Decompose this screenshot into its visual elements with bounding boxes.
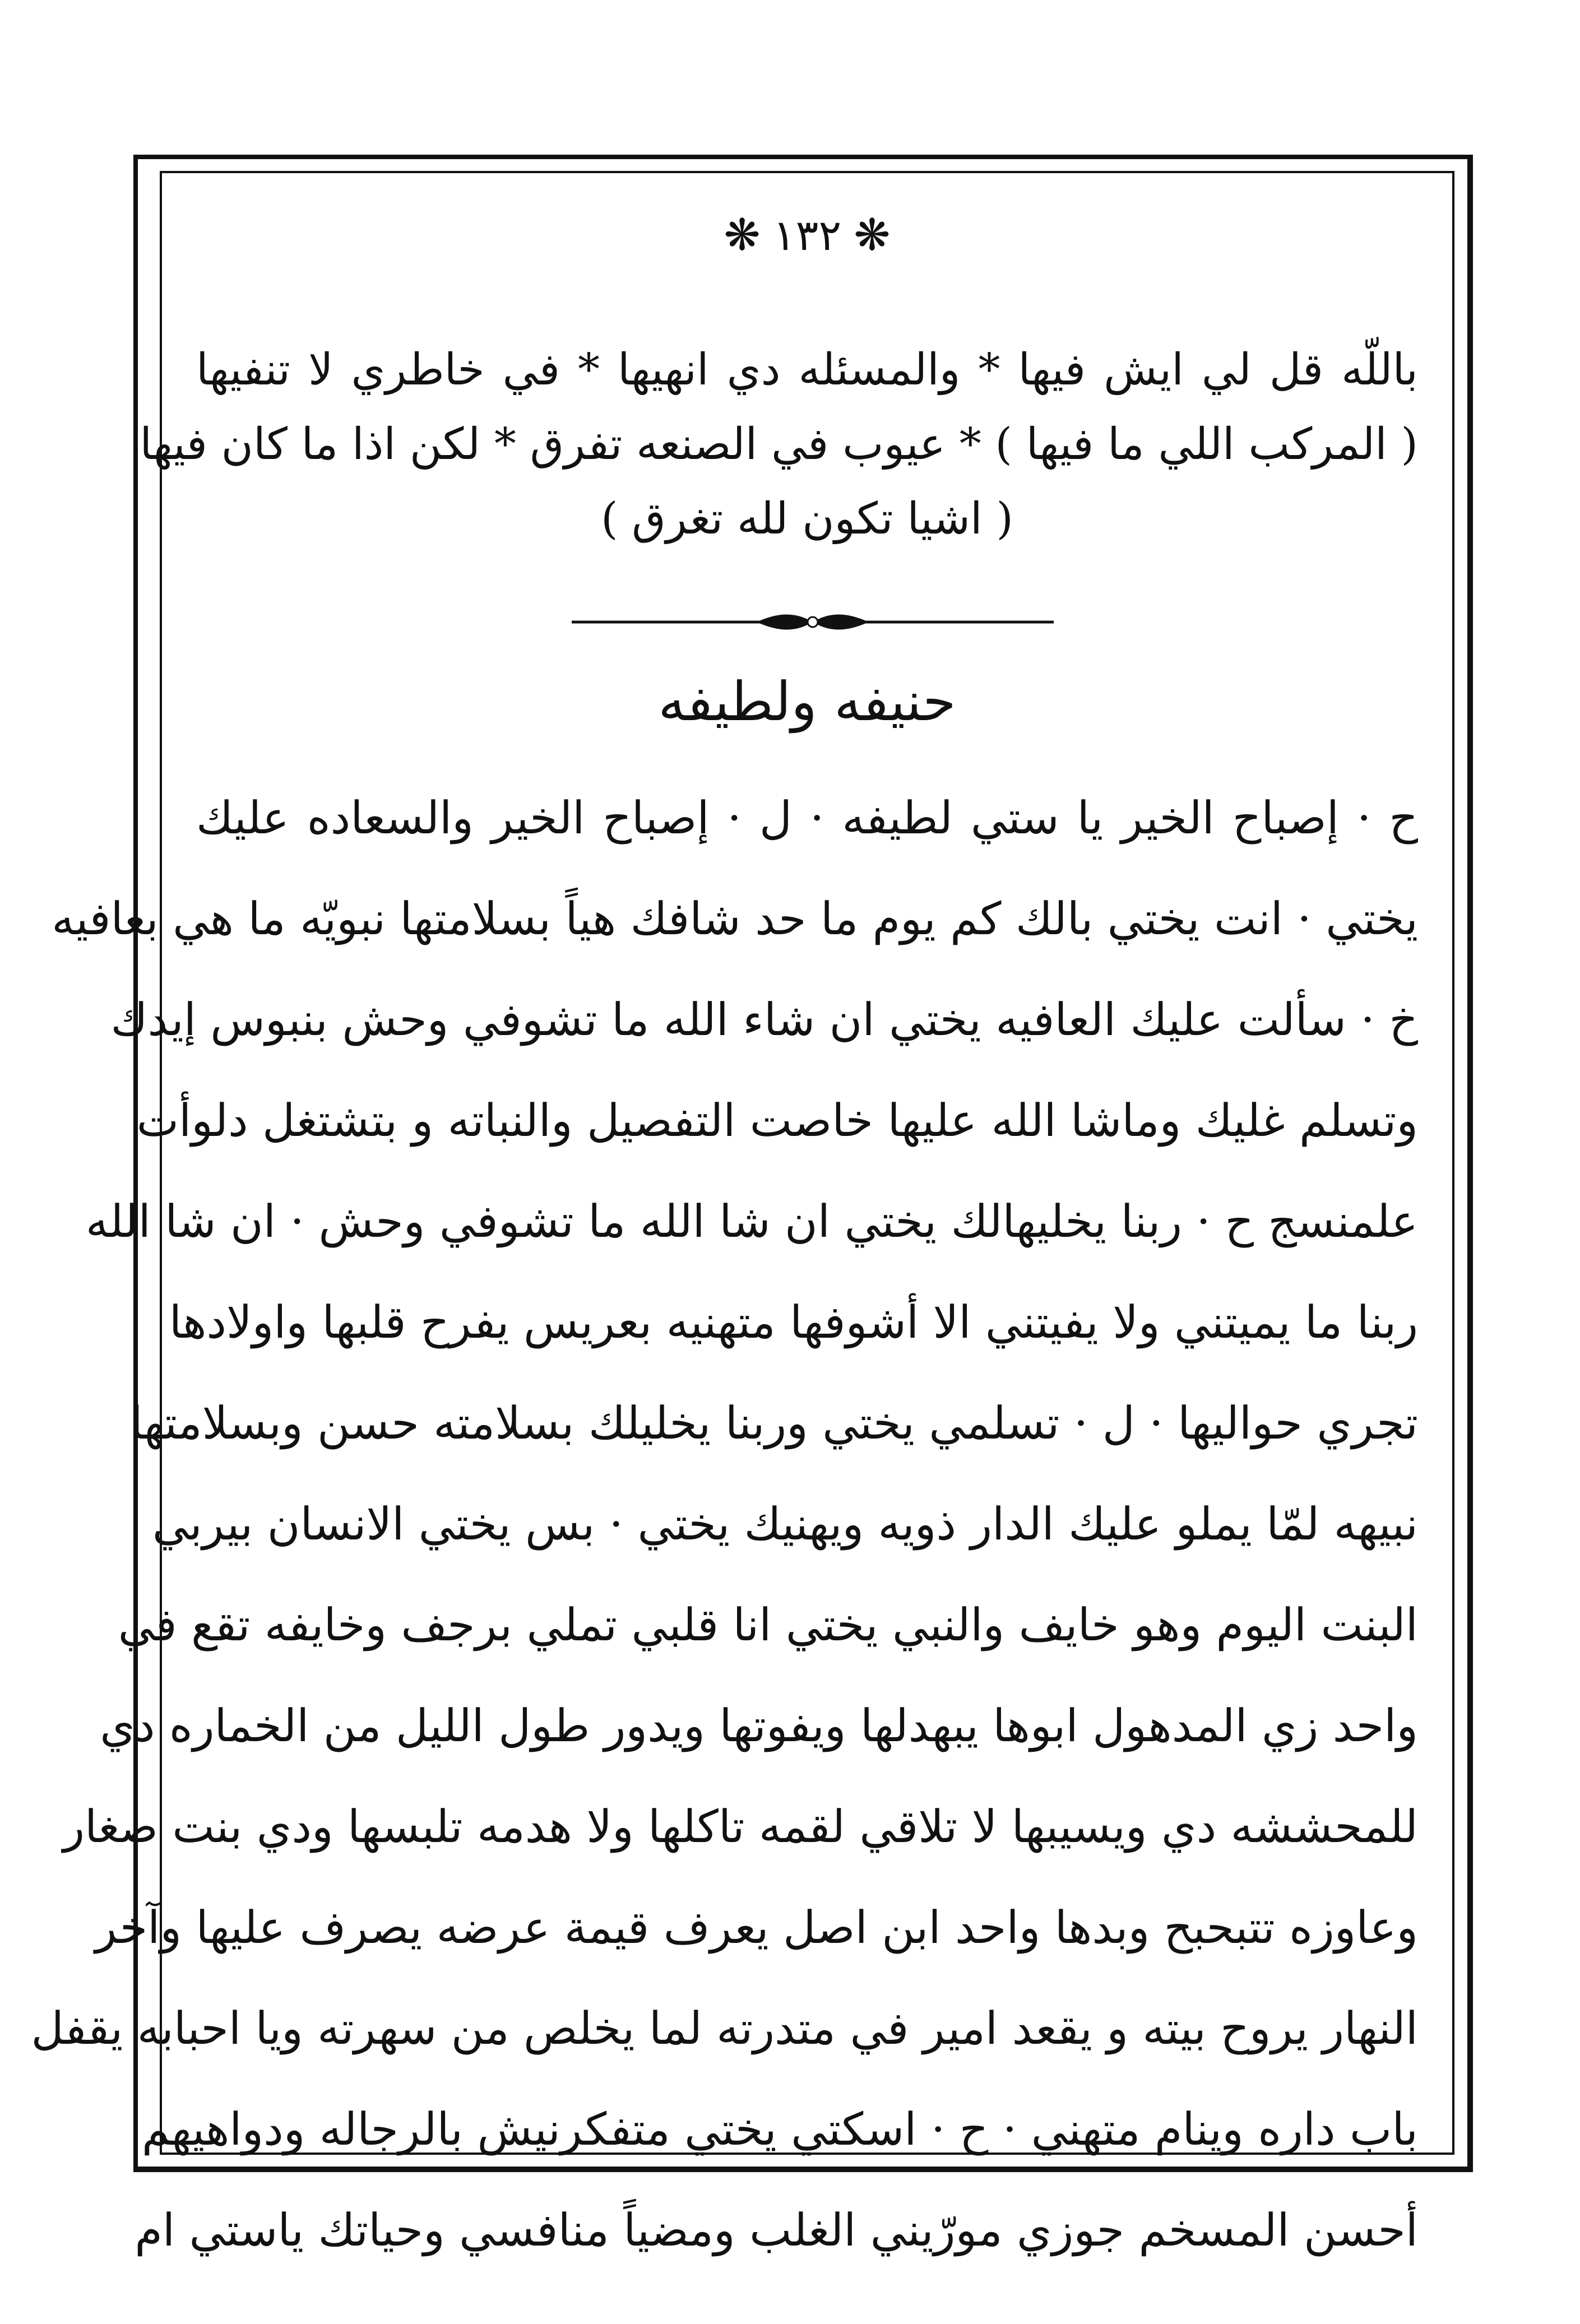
body-line: واحد زي المدهول ابوها يبهدلها ويفوتها ويدور طول الليل من الخماره دي	[100, 1700, 1418, 1752]
poem-line: ( اشيا تكون لله تغرق )	[601, 493, 1013, 544]
body-line: وعاوزه تتبحبح وبدها واحد ابن اصل يعرف قيمة عرضه يصرف عليها وآخر	[95, 1901, 1418, 1954]
body-line: خ · سألت عليك العافيه يختي ان شاء الله ما تشوفي وحش بنبوس إيدك	[110, 994, 1418, 1046]
body-line: للمحششه دي ويسيبها لا تلاقي لقمه تاكلها ولا هدمه تلبسها ودي بنت صغار	[63, 1801, 1418, 1853]
ornamental-divider-icon	[572, 611, 1054, 633]
body-line: ح · إصباح الخير يا ستي لطيفه · ل · إصباح الخير والسعاده عليك	[196, 792, 1418, 844]
poem-line: ( المركب اللي ما فيها ) * عيوب في الصنعه تفرق * لكن اذا ما كان فيها	[140, 419, 1418, 470]
body-line: علمنسج ح · ربنا يخليهالك يختي ان شا الله ما تشوفي وحش · ان شا الله	[85, 1195, 1418, 1247]
poem-line: باللّه قل لي ايش فيها * والمسئله دي انهيها * في خاطري لا تنفيها	[196, 345, 1418, 395]
body-line: باب داره وينام متهني · ح · اسكتي يختي متفكرنيش بالرجاله ودواهيهم	[141, 2103, 1418, 2155]
dialogue-body	[31, 768, 1418, 2281]
body-line: البنت اليوم وهو خايف والنبي يختي انا قلبي تملي برجف وخايفه تقع في	[118, 1599, 1418, 1651]
section-title: حنيفه ولطيفه	[658, 670, 956, 733]
body-line: وتسلم غليك وماشا الله عليها خاصت التفصيل والنباته و بتشتغل دلوأت	[136, 1094, 1418, 1147]
page-header	[160, 205, 1454, 266]
body-line: النهار يروح بيته و يقعد امير في متدرته لما يخلص من سهرته ويا احبابه يقفل	[31, 2002, 1418, 2054]
ornament-left-icon: ❋	[724, 210, 761, 261]
body-line: ربنا ما يميتني ولا يفيتني الا أشوفها متهنيه بعريس يفرح قلبها واولادها	[169, 1296, 1418, 1348]
body-line: تجري حواليها · ل · تسلمي يختي وربنا يخليلك بسلامته حسن وبسلامتها	[130, 1397, 1418, 1449]
ornament-right-icon: ❋	[854, 210, 891, 261]
poem-block	[140, 336, 1418, 560]
body-line: نبيهه لمّا يملو عليك الدار ذويه ويهنيك يختي · بس يختي الانسان بيربي	[152, 1498, 1418, 1550]
page-number: ١٣٢	[772, 210, 842, 260]
body-line: أحسن المسخم جوزي مورّيني الغلب ومضياً منافسي وحياتك ياستي ام	[135, 2204, 1418, 2256]
body-line: يختي · انت يختي بالك كم يوم ما حد شافك هياً بسلامتها نبويّه ما هي بعافيه	[52, 893, 1418, 945]
